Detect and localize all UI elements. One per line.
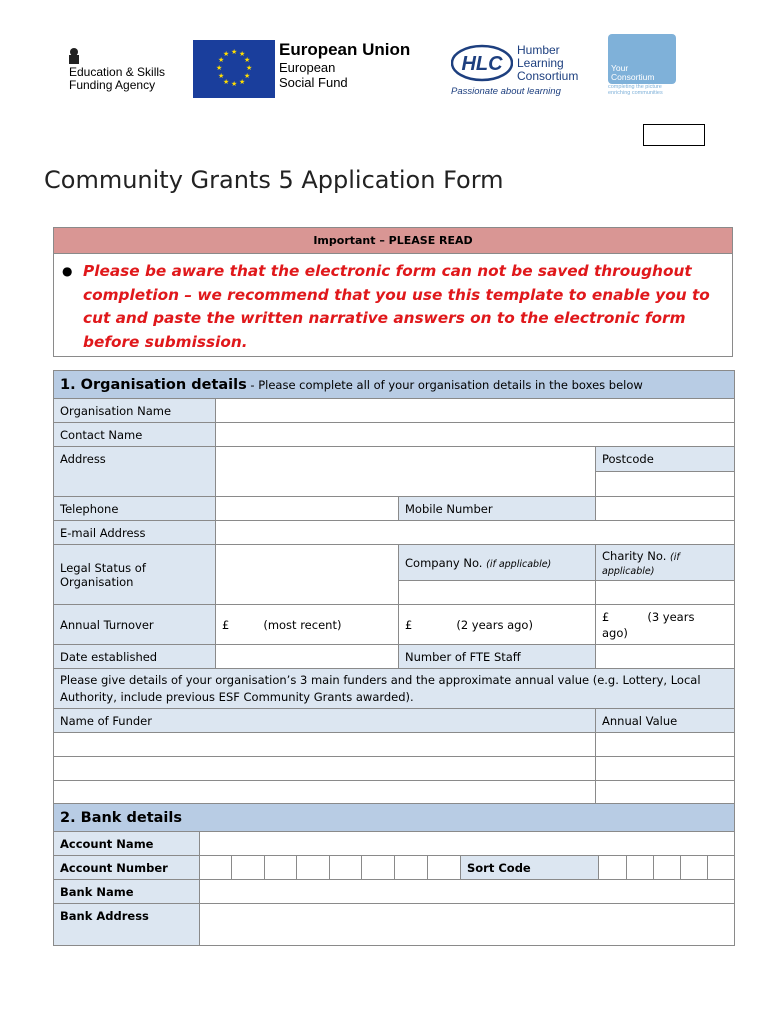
sort-digit-2[interactable] — [627, 856, 654, 880]
bank-name-field[interactable] — [200, 880, 735, 904]
svg-text:★: ★ — [223, 78, 230, 86]
account-digit-3[interactable] — [265, 856, 297, 880]
page-title: Community Grants 5 Application Form — [44, 166, 504, 194]
section1-heading: 1. Organisation details - Please complete all of your organisation details in the boxes below — [54, 371, 735, 399]
legal-status-field[interactable] — [216, 545, 399, 605]
telephone-field[interactable] — [216, 497, 399, 521]
turnover-2-years-field[interactable]: £ (2 years ago) — [399, 605, 596, 645]
your-consortium-logo — [608, 34, 678, 99]
hlc-org-line-3: Consortium — [517, 69, 579, 83]
sort-digit-4[interactable] — [681, 856, 708, 880]
account-digit-1[interactable] — [200, 856, 232, 880]
charity-no-label: Charity No. (if applicable) — [596, 545, 735, 581]
funder-name-field[interactable] — [54, 757, 596, 781]
svg-text:★: ★ — [244, 56, 251, 64]
hlc-org-line-1: Humber — [517, 43, 560, 57]
company-no-field[interactable] — [399, 581, 596, 605]
eu-text — [279, 40, 410, 90]
funder-name-field[interactable] — [54, 781, 596, 805]
svg-text:★: ★ — [231, 48, 238, 56]
account-digit-2[interactable] — [232, 856, 265, 880]
mobile-field[interactable] — [596, 497, 735, 521]
organisation-details-table — [53, 370, 735, 805]
date-established-field[interactable] — [216, 645, 399, 669]
bank-address-label: Bank Address — [54, 904, 200, 946]
annual-value-field[interactable] — [596, 757, 735, 781]
bank-details-table — [53, 803, 735, 946]
postcode-label: Postcode — [596, 447, 735, 472]
svg-text:★: ★ — [239, 78, 246, 86]
address-label: Address — [54, 447, 216, 497]
svg-text:★: ★ — [239, 50, 246, 58]
contact-name-label: Contact Name — [54, 423, 216, 447]
svg-text:★: ★ — [246, 64, 253, 72]
funder-name-field[interactable] — [54, 733, 596, 757]
account-number-label: Account Number — [54, 856, 200, 880]
org-name-label: Organisation Name — [54, 399, 216, 423]
important-body — [53, 254, 733, 357]
esfa-logo — [66, 46, 186, 96]
account-name-field[interactable] — [200, 832, 735, 856]
important-header: Important – PLEASE READ — [53, 227, 733, 254]
royal-crest-icon — [66, 46, 82, 66]
annual-value-field[interactable] — [596, 733, 735, 757]
annual-turnover-label: Annual Turnover — [54, 605, 216, 645]
annual-value-field[interactable] — [596, 781, 735, 805]
puzzle-icon — [608, 34, 676, 84]
sort-digit-5[interactable] — [708, 856, 735, 880]
svg-text:★: ★ — [218, 72, 225, 80]
important-message: Please be aware that the electronic form can not be saved throughout completion – we recommend that you use this template to enable you to cut and paste the written narrative answers on to the electronic form before submission. — [83, 262, 710, 351]
bank-name-label: Bank Name — [54, 880, 200, 904]
fte-staff-label: Number of FTE Staff — [399, 645, 596, 669]
eu-line2: Social Fund — [279, 75, 348, 90]
account-digit-7[interactable] — [395, 856, 428, 880]
hlc-org-name — [517, 44, 578, 83]
yc-line-2: Consortium — [611, 72, 655, 82]
hlc-mark-text: HLC — [461, 53, 503, 75]
svg-text:★: ★ — [244, 72, 251, 80]
postcode-field[interactable] — [596, 472, 735, 497]
yc-line-1: Your — [611, 63, 629, 73]
hlc-mark-icon — [451, 44, 513, 82]
svg-text:★: ★ — [223, 50, 230, 58]
hlc-tagline: Passionate about learning — [451, 86, 561, 97]
svg-text:★: ★ — [231, 80, 238, 88]
account-name-label: Account Name — [54, 832, 200, 856]
bullet-icon: ● — [62, 264, 73, 278]
contact-name-field[interactable] — [216, 423, 735, 447]
eu-title: European Union — [279, 40, 411, 59]
email-label: E-mail Address — [54, 521, 216, 545]
turnover-3-years-field[interactable]: £ (3 years ago) — [596, 605, 735, 645]
account-digit-8[interactable] — [428, 856, 461, 880]
fte-staff-field[interactable] — [596, 645, 735, 669]
eu-flag-icon — [193, 40, 275, 98]
bank-address-field[interactable] — [200, 904, 735, 946]
sort-digit-1[interactable] — [599, 856, 627, 880]
mobile-label: Mobile Number — [399, 497, 596, 521]
annual-value-header: Annual Value — [596, 709, 735, 733]
telephone-label: Telephone — [54, 497, 216, 521]
svg-text:★: ★ — [218, 56, 225, 64]
funder-name-header: Name of Funder — [54, 709, 596, 733]
charity-no-field[interactable] — [596, 581, 735, 605]
eu-line1: European — [279, 60, 336, 75]
esfa-logo-text: Education & Skills Funding Agency — [69, 65, 166, 92]
email-field[interactable] — [216, 521, 735, 545]
sort-digit-3[interactable] — [654, 856, 681, 880]
funders-note: Please give details of your organisation’s 3 main funders and the approximate annual value (e.g. Lottery, Local Authority, include previous ESF Community Grants awarded). — [54, 669, 735, 709]
sort-code-label: Sort Code — [461, 856, 599, 880]
svg-text:★: ★ — [216, 64, 223, 72]
date-established-label: Date established — [54, 645, 216, 669]
yc-subtitle: completing the picture enriching communities — [608, 84, 663, 96]
account-digit-4[interactable] — [297, 856, 330, 880]
legal-status-label: Legal Status of Organisation — [54, 545, 216, 605]
hlc-org-line-2: Learning — [517, 56, 564, 70]
address-field[interactable] — [216, 447, 596, 497]
account-digit-6[interactable] — [362, 856, 395, 880]
account-digit-5[interactable] — [330, 856, 362, 880]
hlc-logo — [449, 40, 594, 100]
company-no-label: Company No. (if applicable) — [399, 545, 596, 581]
turnover-most-recent-field[interactable]: £ (most recent) — [216, 605, 399, 645]
section2-heading: 2. Bank details — [54, 804, 735, 832]
reference-box[interactable] — [643, 124, 705, 146]
org-name-field[interactable] — [216, 399, 735, 423]
